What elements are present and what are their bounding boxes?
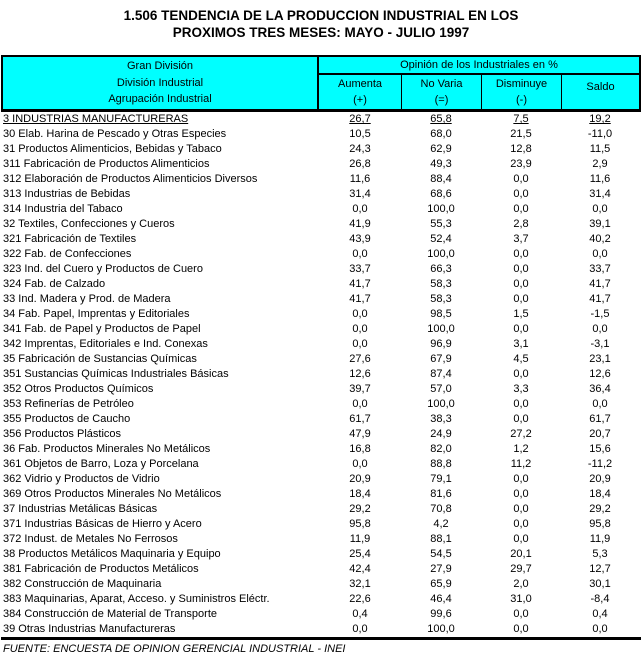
value-saldo: -11,2 — [587, 458, 613, 470]
value-disminuye: 3,1 — [513, 338, 529, 350]
table-row — [1, 547, 641, 562]
value-saldo: 0,0 — [592, 323, 608, 335]
row-label: 353 Refinerías de Petróleo — [3, 398, 134, 410]
header-col-disminuye-label: Disminuye — [495, 78, 548, 90]
value-aumenta: 95,8 — [349, 518, 371, 530]
header-col-no-varia — [401, 75, 481, 109]
page-title — [0, 0, 642, 41]
value-saldo: 95,8 — [589, 518, 611, 530]
value-saldo: 19,2 — [589, 113, 611, 125]
row-label: 371 Industrias Básicas de Hierro y Acero — [3, 518, 202, 530]
value-no-varia: 58,3 — [430, 278, 452, 290]
row-label: 33 Ind. Madera y Prod. de Madera — [3, 293, 171, 305]
table-row — [1, 157, 641, 172]
value-disminuye: 4,5 — [513, 353, 529, 365]
value-disminuye: 0,0 — [513, 488, 529, 500]
row-label: 36 Fab. Productos Minerales No Metálicos — [3, 443, 211, 455]
value-saldo: -3,1 — [590, 338, 610, 350]
value-saldo: 2,9 — [592, 158, 608, 170]
row-label: 38 Productos Metálicos Maquinaria y Equipo — [3, 548, 221, 560]
row-label: 352 Otros Productos Químicos — [3, 383, 154, 395]
industrial-production-table — [1, 55, 641, 640]
value-disminuye: 7,5 — [513, 113, 529, 125]
value-aumenta: 41,7 — [349, 293, 371, 305]
table-row — [1, 607, 641, 622]
value-aumenta: 0,0 — [352, 248, 368, 260]
table-row — [1, 487, 641, 502]
table-row — [1, 277, 641, 292]
value-aumenta: 26,8 — [349, 158, 371, 170]
value-disminuye: 1,2 — [513, 443, 529, 455]
value-saldo: 41,7 — [589, 278, 611, 290]
row-label: 355 Productos de Caucho — [3, 413, 131, 425]
value-aumenta: 11,6 — [349, 173, 371, 185]
value-aumenta: 33,7 — [349, 263, 371, 275]
value-no-varia: 100,0 — [427, 623, 455, 635]
table-row — [1, 397, 641, 412]
header-col-saldo-label: Saldo — [586, 81, 615, 93]
value-no-varia: 88,4 — [430, 173, 452, 185]
value-disminuye: 11,2 — [510, 458, 532, 470]
row-label: 369 Otros Productos Minerales No Metálicos — [3, 488, 222, 500]
value-saldo: 40,2 — [589, 233, 611, 245]
row-label: 381 Fabricación de Productos Metálicos — [3, 563, 199, 575]
value-disminuye: 0,0 — [513, 368, 529, 380]
value-saldo: 61,7 — [589, 413, 611, 425]
row-label: 382 Construcción de Maquinaria — [3, 578, 162, 590]
table-row — [1, 262, 641, 277]
value-no-varia: 46,4 — [430, 593, 452, 605]
value-no-varia: 100,0 — [427, 323, 455, 335]
row-label: 31 Productos Alimenticios, Bebidas y Tabaco — [3, 143, 222, 155]
row-label: 383 Maquinarias, Aparat, Acceso. y Suministros Eléctr. — [3, 593, 270, 605]
value-saldo: 33,7 — [589, 263, 611, 275]
row-label: 313 Industrias de Bebidas — [3, 188, 131, 200]
value-no-varia: 68,0 — [430, 128, 452, 140]
header-opinion-group: Opinión de los Industriales en % — [319, 57, 639, 75]
table-row — [1, 472, 641, 487]
value-disminuye: 3,7 — [513, 233, 529, 245]
value-no-varia: 96,9 — [430, 338, 452, 350]
source-note: FUENTE: ENCUESTA DE OPINION GERENCIAL INDUSTRIAL - INEI — [3, 643, 346, 655]
table-row — [1, 367, 641, 382]
row-label: 314 Industria del Tabaco — [3, 203, 123, 215]
table-row — [1, 502, 641, 517]
header-col-aumenta — [319, 75, 401, 109]
value-no-varia: 24,9 — [430, 428, 452, 440]
value-saldo: 30,1 — [589, 578, 611, 590]
value-disminuye: 20,1 — [510, 548, 532, 560]
header-agrupacion-industrial: Agrupación Industrial — [108, 93, 212, 105]
table-row — [1, 412, 641, 427]
value-aumenta: 0,0 — [352, 623, 368, 635]
value-saldo: -1,5 — [590, 308, 610, 320]
value-saldo: 11,9 — [589, 533, 611, 545]
value-aumenta: 41,9 — [349, 218, 371, 230]
value-aumenta: 39,7 — [349, 383, 371, 395]
page-title-line1: 1.506 TENDENCIA DE LA PRODUCCION INDUSTRIAL EN LOS — [123, 8, 519, 23]
value-no-varia: 79,1 — [430, 473, 452, 485]
value-disminuye: 0,0 — [513, 278, 529, 290]
row-label: 37 Industrias Metálicas Básicas — [3, 503, 158, 515]
header-col-no-varia-symbol: (=) — [434, 94, 449, 106]
row-label: 321 Fabricación de Textiles — [3, 233, 137, 245]
table-row — [1, 532, 641, 547]
value-no-varia: 52,4 — [430, 233, 452, 245]
header-col-aumenta-label: Aumenta — [337, 78, 383, 90]
value-aumenta: 0,0 — [352, 308, 368, 320]
row-label: 311 Fabricación de Productos Alimenticios — [3, 158, 210, 170]
value-no-varia: 55,3 — [430, 218, 452, 230]
row-label: 361 Objetos de Barro, Loza y Porcelana — [3, 458, 199, 470]
header-col-saldo — [561, 75, 639, 109]
row-label: 372 Indust. de Metales No Ferrosos — [3, 533, 178, 545]
value-aumenta: 42,4 — [349, 563, 371, 575]
row-label: 356 Productos Plásticos — [3, 428, 122, 440]
value-disminuye: 0,0 — [513, 263, 529, 275]
value-aumenta: 11,9 — [349, 533, 371, 545]
header-division-cell — [3, 57, 319, 109]
value-no-varia: 54,5 — [430, 548, 452, 560]
value-disminuye: 0,0 — [513, 518, 529, 530]
row-label: 34 Fab. Papel, Imprentas y Editoriales — [3, 308, 190, 320]
value-saldo: 11,5 — [589, 143, 611, 155]
value-saldo: 41,7 — [589, 293, 611, 305]
value-saldo: 18,4 — [589, 488, 611, 500]
value-saldo: 39,1 — [589, 218, 611, 230]
table-row — [1, 382, 641, 397]
value-aumenta: 0,0 — [352, 458, 368, 470]
value-no-varia: 88,1 — [430, 533, 452, 545]
table-row — [1, 352, 641, 367]
row-label: 351 Sustancias Químicas Industriales Básicas — [3, 368, 229, 380]
header-col-aumenta-symbol: (+) — [353, 94, 367, 106]
value-disminuye: 0,0 — [513, 608, 529, 620]
header-col-disminuye-symbol: (-) — [516, 94, 527, 106]
table-row — [1, 337, 641, 352]
value-saldo: 0,0 — [592, 623, 608, 635]
value-aumenta: 0,0 — [352, 323, 368, 335]
table-row — [1, 127, 641, 142]
table-row — [1, 457, 641, 472]
table-row — [1, 247, 641, 262]
row-label: 362 Vidrio y Productos de Vidrio — [3, 473, 160, 485]
value-disminuye: 23,9 — [510, 158, 532, 170]
table-row — [1, 562, 641, 577]
row-label: 35 Fabricación de Sustancias Químicas — [3, 353, 197, 365]
value-aumenta: 25,4 — [349, 548, 371, 560]
table-row — [1, 307, 641, 322]
value-saldo: 29,2 — [589, 503, 611, 515]
value-no-varia: 99,6 — [430, 608, 452, 620]
value-disminuye: 2,0 — [513, 578, 529, 590]
value-saldo: 12,7 — [589, 563, 611, 575]
table-row — [1, 172, 641, 187]
row-label: 3 INDUSTRIAS MANUFACTURERAS — [3, 113, 189, 125]
header-division-industrial: División Industrial — [116, 76, 204, 89]
value-aumenta: 41,7 — [349, 278, 371, 290]
value-no-varia: 100,0 — [427, 203, 455, 215]
value-disminuye: 2,8 — [513, 218, 529, 230]
value-disminuye: 0,0 — [513, 533, 529, 545]
value-disminuye: 0,0 — [513, 188, 529, 200]
table-row — [1, 592, 641, 607]
value-aumenta: 10,5 — [349, 128, 371, 140]
value-aumenta: 16,8 — [349, 443, 371, 455]
value-saldo: 0,0 — [592, 203, 608, 215]
row-label: 39 Otras Industrias Manufactureras — [3, 623, 176, 635]
value-no-varia: 98,5 — [430, 308, 452, 320]
value-saldo: 5,3 — [592, 548, 608, 560]
value-saldo: 31,4 — [589, 188, 611, 200]
value-aumenta: 0,0 — [352, 203, 368, 215]
value-saldo: 15,6 — [589, 443, 611, 455]
value-aumenta: 22,6 — [349, 593, 371, 605]
value-no-varia: 27,9 — [430, 563, 452, 575]
table-row — [1, 217, 641, 232]
value-aumenta: 20,9 — [349, 473, 371, 485]
table-row — [1, 142, 641, 157]
value-saldo: 0,0 — [592, 248, 608, 260]
value-saldo: 23,1 — [589, 353, 611, 365]
value-saldo: 11,6 — [589, 173, 611, 185]
value-no-varia: 58,3 — [430, 293, 452, 305]
value-aumenta: 24,3 — [349, 143, 371, 155]
row-label: 312 Elaboración de Productos Alimenticios Diversos — [3, 173, 258, 185]
value-disminuye: 27,2 — [510, 428, 532, 440]
value-no-varia: 88,8 — [430, 458, 452, 470]
table-row — [1, 442, 641, 457]
value-disminuye: 0,0 — [513, 173, 529, 185]
value-no-varia: 87,4 — [430, 368, 452, 380]
header-col-disminuye — [481, 75, 561, 109]
value-aumenta: 0,0 — [352, 338, 368, 350]
table-row — [1, 427, 641, 442]
value-aumenta: 0,0 — [352, 398, 368, 410]
value-no-varia: 81,6 — [430, 488, 452, 500]
value-disminuye: 0,0 — [513, 623, 529, 635]
value-no-varia: 4,2 — [433, 518, 449, 530]
value-aumenta: 18,4 — [349, 488, 371, 500]
value-aumenta: 43,9 — [349, 233, 371, 245]
value-no-varia: 100,0 — [427, 248, 455, 260]
value-no-varia: 82,0 — [430, 443, 452, 455]
header-col-no-varia-label: No Varia — [420, 78, 463, 90]
value-disminuye: 0,0 — [513, 473, 529, 485]
value-no-varia: 100,0 — [427, 398, 455, 410]
value-disminuye: 0,0 — [513, 398, 529, 410]
value-aumenta: 12,6 — [349, 368, 371, 380]
table-row — [1, 517, 641, 532]
value-disminuye: 0,0 — [513, 293, 529, 305]
table-row — [1, 322, 641, 337]
value-disminuye: 1,5 — [513, 308, 529, 320]
table-row — [1, 187, 641, 202]
value-aumenta: 31,4 — [349, 188, 371, 200]
value-saldo: 12,6 — [589, 368, 611, 380]
value-aumenta: 27,6 — [349, 353, 371, 365]
value-no-varia: 70,8 — [430, 503, 452, 515]
value-saldo: 20,9 — [589, 473, 611, 485]
value-no-varia: 67,9 — [430, 353, 452, 365]
page-title-line2: PROXIMOS TRES MESES: MAYO - JULIO 1997 — [172, 25, 470, 40]
value-aumenta: 61,7 — [349, 413, 371, 425]
value-disminuye: 0,0 — [513, 503, 529, 515]
table-row — [1, 112, 641, 127]
value-disminuye: 0,0 — [513, 323, 529, 335]
row-label: 341 Fab. de Papel y Productos de Papel — [3, 323, 201, 335]
value-aumenta: 47,9 — [349, 428, 371, 440]
table-row — [1, 292, 641, 307]
value-disminuye: 31,0 — [510, 593, 532, 605]
row-label: 323 Ind. del Cuero y Productos de Cuero — [3, 263, 203, 275]
value-aumenta: 26,7 — [349, 113, 371, 125]
value-aumenta: 0,4 — [352, 608, 368, 620]
value-no-varia: 57,0 — [430, 383, 452, 395]
value-no-varia: 38,3 — [430, 413, 452, 425]
value-no-varia: 62,9 — [430, 143, 452, 155]
value-no-varia: 49,3 — [430, 158, 452, 170]
table-row — [1, 622, 641, 637]
value-disminuye: 29,7 — [510, 563, 532, 575]
value-disminuye: 12,8 — [510, 143, 532, 155]
value-saldo: -8,4 — [590, 593, 610, 605]
value-disminuye: 0,0 — [513, 413, 529, 425]
row-label: 342 Imprentas, Editoriales e Ind. Conexas — [3, 338, 208, 350]
value-no-varia: 68,6 — [430, 188, 452, 200]
row-label: 322 Fab. de Confecciones — [3, 248, 132, 260]
value-saldo: 0,4 — [592, 608, 608, 620]
row-label: 384 Construcción de Material de Transporte — [3, 608, 218, 620]
value-no-varia: 65,8 — [430, 113, 452, 125]
value-saldo: 0,0 — [592, 398, 608, 410]
value-disminuye: 3,3 — [513, 383, 529, 395]
value-disminuye: 21,5 — [510, 128, 532, 140]
table-row — [1, 202, 641, 217]
value-saldo: -11,0 — [587, 128, 613, 140]
row-label: 324 Fab. de Calzado — [3, 278, 106, 290]
value-disminuye: 0,0 — [513, 248, 529, 260]
value-saldo: 20,7 — [589, 428, 611, 440]
value-aumenta: 29,2 — [349, 503, 371, 515]
value-no-varia: 65,9 — [430, 578, 452, 590]
table-row — [1, 577, 641, 592]
row-label: 30 Elab. Harina de Pescado y Otras Especies — [3, 128, 227, 140]
value-no-varia: 66,3 — [430, 263, 452, 275]
value-disminuye: 0,0 — [513, 203, 529, 215]
row-label: 32 Textiles, Confecciones y Cueros — [3, 218, 175, 230]
table-body — [1, 112, 641, 640]
value-saldo: 36,4 — [589, 383, 611, 395]
table-header — [1, 55, 641, 112]
value-aumenta: 32,1 — [349, 578, 371, 590]
header-gran-division: Gran División — [126, 60, 194, 72]
table-row — [1, 232, 641, 247]
